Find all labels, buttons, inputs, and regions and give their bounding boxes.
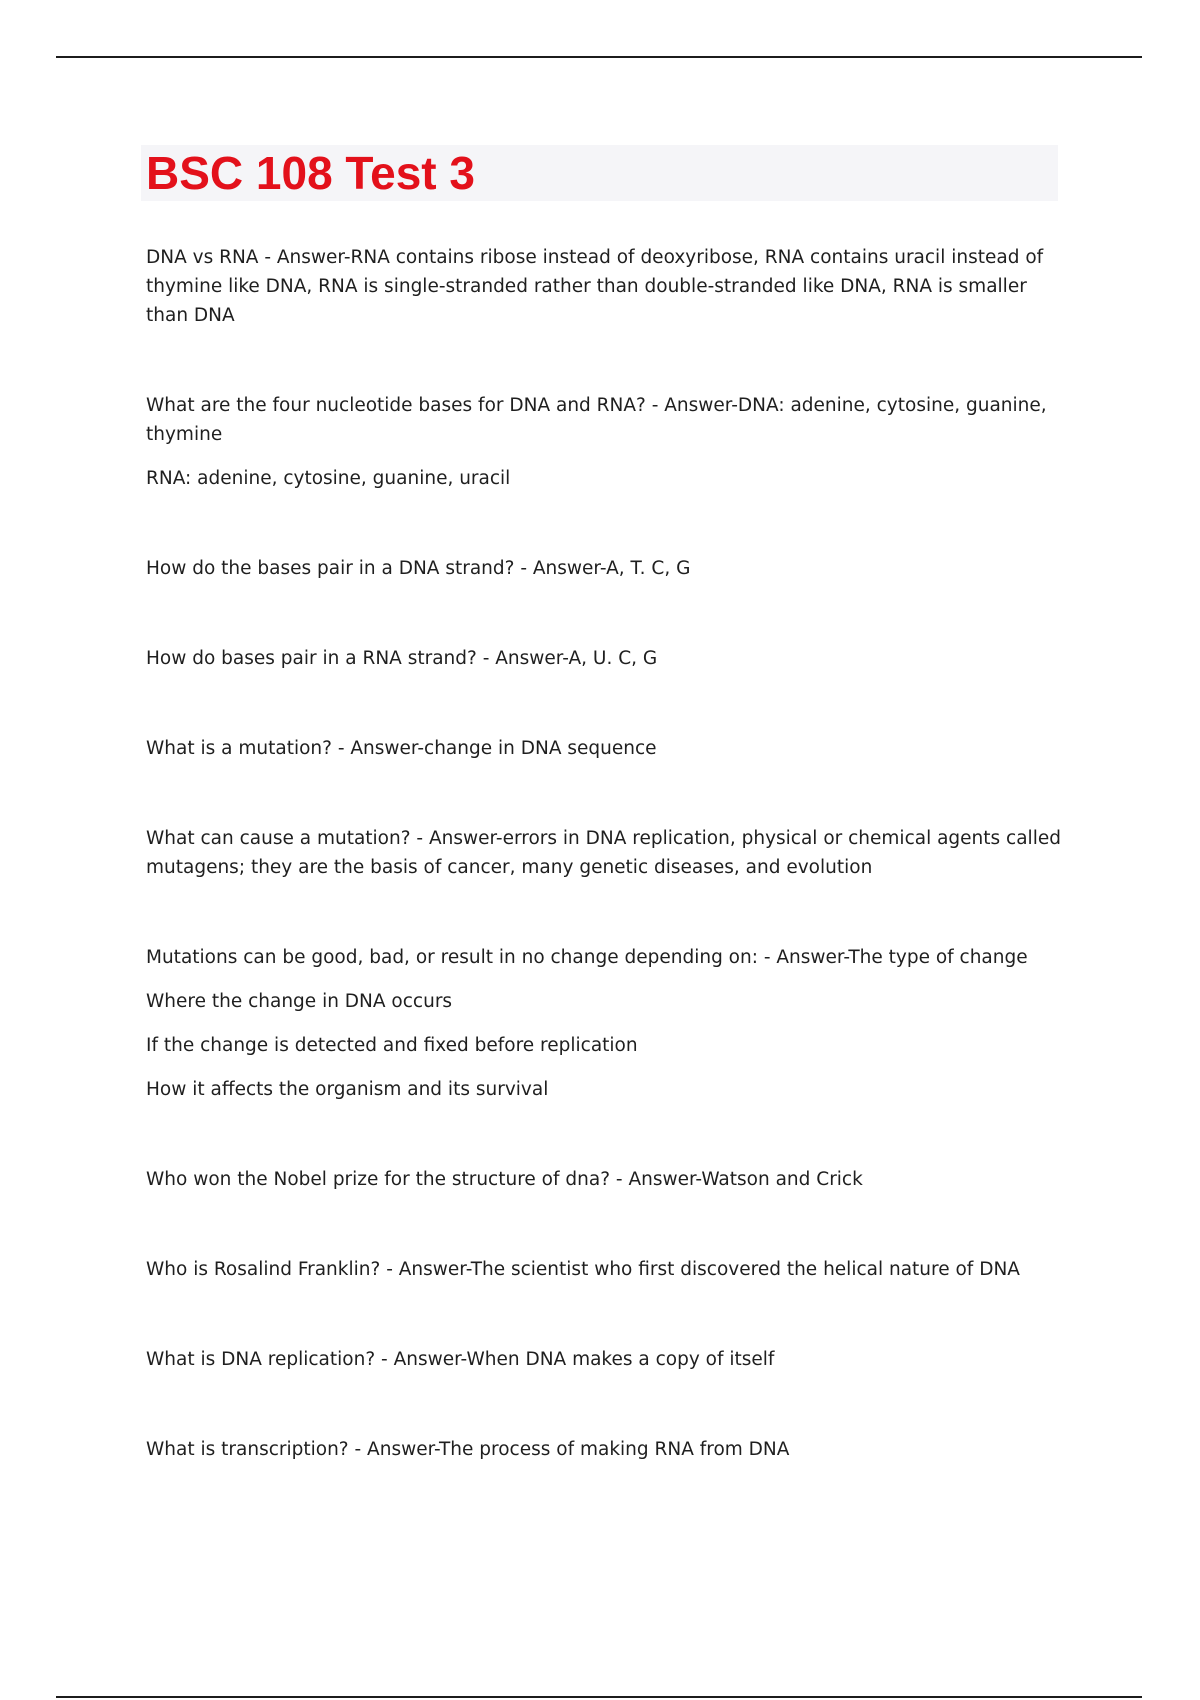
qa-line: How do bases pair in a RNA strand? - Answer-A, U. C, G bbox=[146, 648, 658, 669]
qa-line: Who is Rosalind Franklin? - Answer-The scientist who first discovered the helical nature of DNA bbox=[146, 1259, 1020, 1280]
qa-line: How do the bases pair in a DNA strand? - Answer-A, T. C, G bbox=[146, 558, 691, 579]
qa-entry-dna-base-pairing bbox=[146, 554, 1061, 583]
qa-entry-mutation-causes bbox=[146, 824, 1061, 882]
qa-entry-mutation bbox=[146, 734, 1061, 763]
qa-entry-rosalind-franklin bbox=[146, 1255, 1061, 1284]
qa-line: If the change is detected and fixed before replication bbox=[146, 1035, 638, 1056]
qa-line: What is a mutation? - Answer-change in DNA sequence bbox=[146, 738, 657, 759]
document-title: BSC 108 Test 3 bbox=[146, 147, 475, 199]
qa-entry-mutation-outcomes bbox=[146, 943, 1061, 1104]
qa-entry-nucleotide-bases bbox=[146, 391, 1061, 493]
qa-entry-rna-base-pairing bbox=[146, 644, 1061, 673]
qa-entry-transcription bbox=[146, 1435, 1061, 1464]
qa-line: Mutations can be good, bad, or result in no change depending on: - Answer-The type of change bbox=[146, 947, 1028, 968]
qa-line: How it affects the organism and its survival bbox=[146, 1079, 549, 1100]
qa-line: Where the change in DNA occurs bbox=[146, 991, 453, 1012]
bottom-rule bbox=[56, 1696, 1142, 1698]
top-rule bbox=[56, 56, 1142, 58]
qa-line: What is DNA replication? - Answer-When DNA makes a copy of itself bbox=[146, 1349, 775, 1370]
qa-line: What can cause a mutation? - Answer-errors in DNA replication, physical or chemical agents called mutagens; they are the basis of cancer, many genetic diseases, and evolution bbox=[146, 828, 1061, 878]
qa-line: Who won the Nobel prize for the structure of dna? - Answer-Watson and Crick bbox=[146, 1169, 863, 1190]
qa-line: RNA: adenine, cytosine, guanine, uracil bbox=[146, 468, 511, 489]
qa-line: What is transcription? - Answer-The process of making RNA from DNA bbox=[146, 1439, 790, 1460]
qa-line: DNA vs RNA - Answer-RNA contains ribose instead of deoxyribose, RNA contains uracil instead of thymine like DNA, RNA is single-stranded rather than double-stranded like DNA, RNA is smaller than DNA bbox=[146, 247, 1044, 326]
qa-entry-dna-vs-rna bbox=[146, 243, 1061, 330]
qa-entry-dna-replication bbox=[146, 1345, 1061, 1374]
qa-line: What are the four nucleotide bases for DNA and RNA? - Answer-DNA: adenine, cytosine, guanine, thymine bbox=[146, 395, 1047, 445]
qa-entry-nobel-prize bbox=[146, 1165, 1061, 1194]
qa-list bbox=[146, 243, 1061, 1464]
